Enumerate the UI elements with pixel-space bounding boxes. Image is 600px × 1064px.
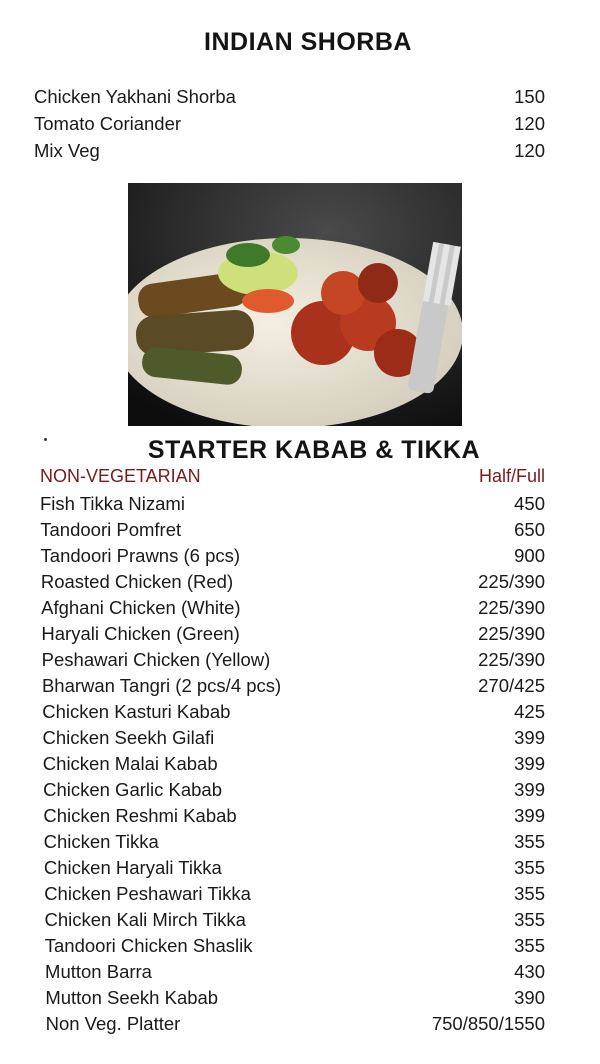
item-name: Chicken Reshmi Kabab: [43, 805, 237, 826]
item-price: 355: [514, 883, 545, 904]
menu-item: [0, 113, 600, 140]
portion-label: Half/Full: [478, 466, 545, 486]
item-price: 399: [514, 753, 545, 774]
item-price: 355: [514, 857, 545, 878]
item-price: 430: [514, 961, 545, 982]
menu-item: [0, 727, 600, 753]
menu-item: [0, 140, 600, 167]
item-price: 225/390: [478, 623, 545, 644]
item-price: 355: [514, 935, 545, 956]
item-name: Peshawari Chicken (Yellow): [41, 649, 271, 670]
menu-item: [0, 571, 600, 597]
menu-item: [0, 753, 600, 779]
menu-item: [0, 701, 600, 727]
item-name: Chicken Seekh Gilafi: [42, 727, 215, 748]
item-name: Mutton Barra: [45, 961, 152, 982]
item-name: Afghani Chicken (White): [41, 597, 241, 618]
item-name: Mutton Seekh Kabab: [45, 987, 219, 1008]
menu-item: [0, 831, 600, 857]
menu-item: [0, 961, 600, 987]
item-price: 399: [514, 779, 545, 800]
item-price: 150: [514, 86, 545, 107]
menu-item: [0, 779, 600, 805]
item-price: 355: [514, 831, 545, 852]
item-name: Tandoori Pomfret: [40, 519, 182, 540]
item-price: 225/390: [478, 649, 545, 670]
menu-item: [0, 86, 600, 113]
menu-item: [0, 545, 600, 571]
item-name: Chicken Tikka: [43, 831, 159, 852]
item-price: 750/850/1550: [431, 1013, 545, 1034]
item-price: 225/390: [478, 597, 545, 618]
category-label: NON-VEGETARIAN: [40, 466, 201, 486]
item-price: 900: [514, 545, 545, 566]
menu-item: [0, 909, 600, 935]
item-price: 399: [514, 805, 545, 826]
item-price: 120: [514, 113, 545, 134]
item-price: 425: [514, 701, 545, 722]
item-name: Tomato Coriander: [34, 113, 182, 134]
item-price: 650: [514, 519, 545, 540]
category-header: [0, 466, 600, 492]
item-name: Roasted Chicken (Red): [40, 571, 234, 592]
item-name: Chicken Haryali Tikka: [43, 857, 222, 878]
item-name: Mix Veg: [34, 140, 100, 161]
menu-item: [0, 675, 600, 701]
section-title-indian-shorba: INDIAN SHORBA: [204, 28, 412, 56]
item-price: 355: [514, 909, 545, 930]
menu-item: [0, 649, 600, 675]
menu-item: [0, 883, 600, 909]
item-price: 225/390: [478, 571, 545, 592]
item-name: Tandoori Chicken Shaslik: [44, 935, 253, 956]
menu-item: [0, 935, 600, 961]
starter-menu-list: [0, 493, 600, 1039]
item-name: Bharwan Tangri (2 pcs/4 pcs): [41, 675, 282, 696]
item-name: Chicken Peshawari Tikka: [44, 883, 251, 904]
menu-item: [0, 493, 600, 519]
menu-item: [0, 519, 600, 545]
item-name: Tandoori Prawns (6 pcs): [40, 545, 241, 566]
menu-item: [0, 987, 600, 1013]
menu-item: [0, 623, 600, 649]
item-name: Chicken Kasturi Kabab: [42, 701, 231, 722]
kabab-platter-illustration: [128, 183, 462, 426]
menu-item: [0, 597, 600, 623]
item-name: Haryali Chicken (Green): [41, 623, 240, 644]
item-price: 390: [514, 987, 545, 1008]
item-name: Chicken Malai Kabab: [42, 753, 218, 774]
item-name: Chicken Kali Mirch Tikka: [44, 909, 246, 930]
item-price: 120: [514, 140, 545, 161]
item-name: Fish Tikka Nizami: [40, 493, 185, 514]
menu-item: [0, 857, 600, 883]
item-price: 450: [514, 493, 545, 514]
shorba-menu-list: [0, 86, 600, 167]
item-price: 270/425: [478, 675, 545, 696]
item-name: Non Veg. Platter: [45, 1013, 181, 1034]
section-title-starter-kabab-tikka: STARTER KABAB & TIKKA: [147, 436, 481, 464]
kabab-platter-photo: [128, 183, 462, 426]
item-name: Chicken Garlic Kabab: [43, 779, 222, 800]
menu-item: [0, 1013, 600, 1039]
item-name: Chicken Yakhani Shorba: [34, 86, 236, 107]
item-price: 399: [514, 727, 545, 748]
menu-item: [0, 805, 600, 831]
